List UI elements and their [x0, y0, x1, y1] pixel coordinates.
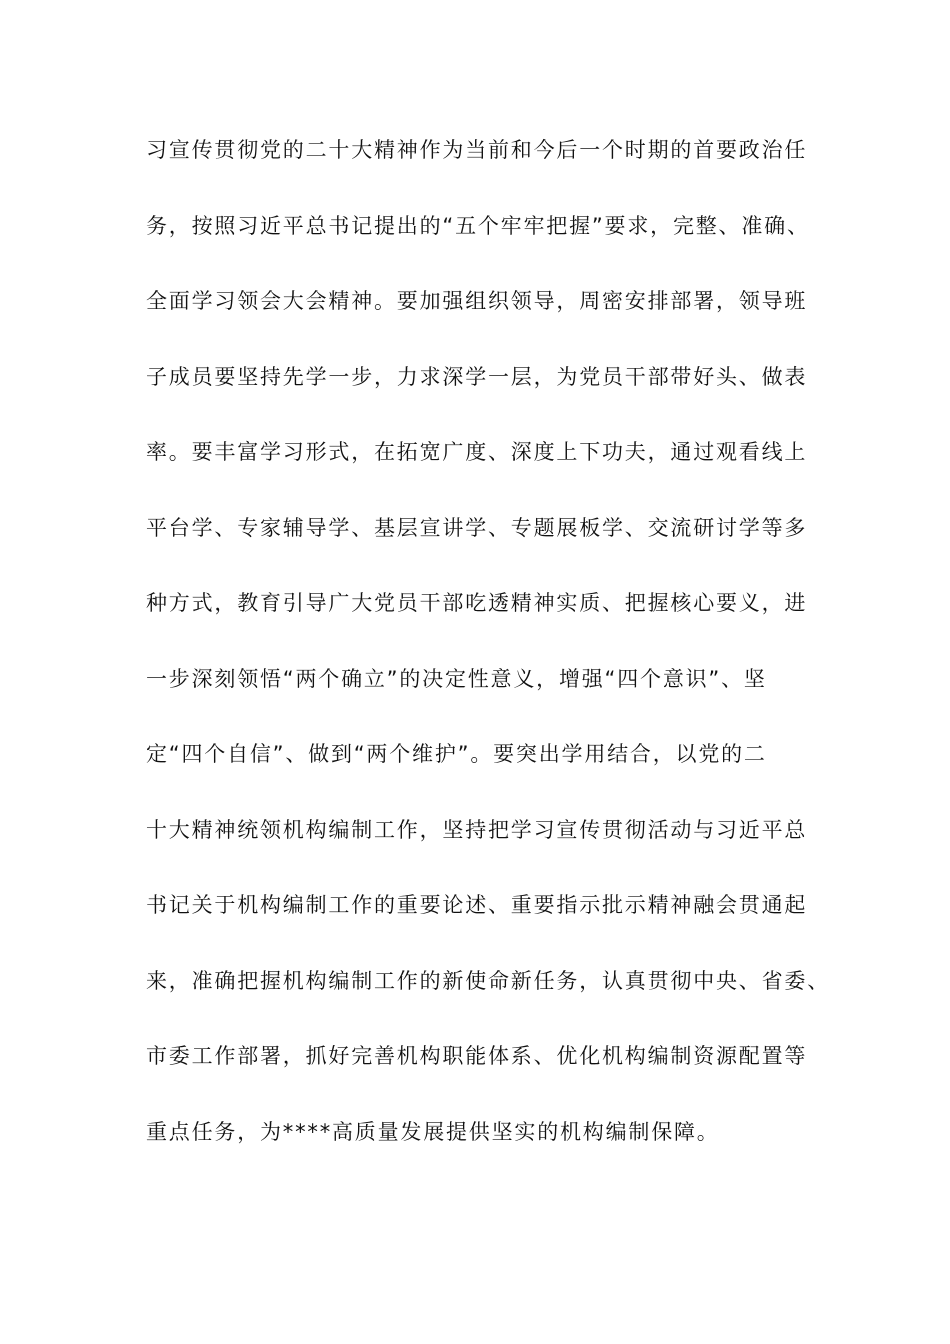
text-line: 来，准确把握机构编制工作的新使命新任务，认真贯彻中央、省委、	[146, 968, 830, 993]
text-line: 十大精神统领机构编制工作，坚持把学习宣传贯彻活动与习近平总	[146, 817, 808, 842]
text-line: 平台学、专家辅导学、基层宣讲学、专题展板学、交流研讨学等多	[146, 515, 808, 540]
text-line: 市委工作部署，抓好完善机构职能体系、优化机构编制资源配置等	[146, 1044, 808, 1068]
text-line: 全面学习领会大会精神。要加强组织领导，周密安排部署，领导班	[146, 289, 808, 313]
text-line: 务，按照习近平总书记提出的“五个牢牢把握”要求，完整、准确、	[146, 213, 810, 238]
text-line: 重点任务，为****高质量发展提供坚实的机构编制保障。	[146, 1119, 720, 1144]
text-line: 书记关于机构编制工作的重要论述、重要指示批示精神融会贯通起	[146, 893, 808, 917]
body-paragraph	[146, 126, 830, 1183]
text-line: 一步深刻领悟“两个确立”的决定性意义，增强“四个意识”、坚	[146, 666, 767, 691]
text-line: 定“四个自信”、做到“两个维护”。要突出学用结合，以党的二	[146, 742, 767, 766]
text-line: 率。要丰富学习形式，在拓宽广度、深度上下功夫，通过观看线上	[146, 440, 808, 464]
text-line: 子成员要坚持先学一步，力求深学一层，为党员干部带好头、做表	[146, 364, 808, 389]
text-line: 习宣传贯彻党的二十大精神作为当前和今后一个时期的首要政治任	[146, 138, 808, 162]
text-line: 种方式，教育引导广大党员干部吃透精神实质、把握核心要义，进	[146, 591, 808, 615]
